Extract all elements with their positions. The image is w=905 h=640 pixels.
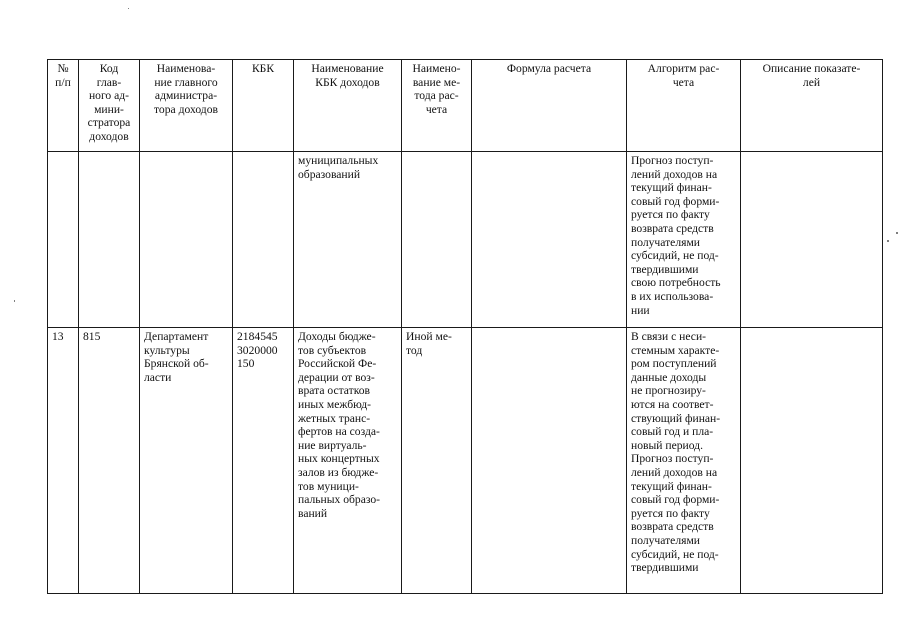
- table-row-13: [48, 328, 883, 594]
- table-header-row: [48, 60, 883, 152]
- cell-kbk-name: муниципальных образований: [294, 152, 402, 328]
- header-kbk-name: Наименование КБК доходов: [294, 60, 402, 152]
- cell-kbk: [233, 152, 294, 328]
- header-description: Описание показате- лей: [741, 60, 883, 152]
- header-num: № п/п: [48, 60, 79, 152]
- table-row-continuation: [48, 152, 883, 328]
- cell-admin-code: [79, 152, 140, 328]
- scan-speck: [896, 232, 898, 234]
- header-method: Наимено- вание ме- тода рас- чета: [402, 60, 472, 152]
- cell-num: 13: [48, 328, 79, 594]
- header-admin-name: Наименова- ние главного администра- тора доходов: [140, 60, 233, 152]
- cell-description: [741, 152, 883, 328]
- header-admin-code: Код глав- ного ад- мини- стратора доходов: [79, 60, 140, 152]
- scan-speck: [14, 300, 15, 302]
- cell-admin-name: [140, 152, 233, 328]
- cell-formula: [472, 328, 627, 594]
- header-kbk: КБК: [233, 60, 294, 152]
- cell-kbk-name: Доходы бюдже- тов субъектов Российской Фе- дерации от воз- врата остатков иных межбюд- жетных транс- фертов на созда- ние виртуаль- ных концертных залов из бюдже- тов муници- пальных образо- ваний: [294, 328, 402, 594]
- cell-description: [741, 328, 883, 594]
- cell-admin-name: Департамент культуры Брянской об- ласти: [140, 328, 233, 594]
- header-formula: Формула расчета: [472, 60, 627, 152]
- cell-formula: [472, 152, 627, 328]
- cell-algorithm: В связи с неси- стемным характе- ром поступлений данные доходы не прогнозиру- ются на соответ- ствующий финан- совый год и пла- новый период. Прогноз поступ- лений доходов на текущий финан- совый год форми- руется по факту возврата средств получателями субсидий, не под- твердившими: [627, 328, 741, 594]
- cell-admin-code: 815: [79, 328, 140, 594]
- cell-kbk: 2184545 3020000 150: [233, 328, 294, 594]
- revenue-forecast-table: [47, 59, 883, 594]
- scan-speck: [887, 240, 889, 242]
- cell-algorithm: Прогноз поступ- лений доходов на текущий финан- совый год форми- руется по факту возврата средств получателями субсидий, не под- твердившими свою потребность в их использова- нии: [627, 152, 741, 328]
- scan-speck: [128, 8, 129, 9]
- cell-method: [402, 152, 472, 328]
- cell-num: [48, 152, 79, 328]
- header-algorithm: Алгоритм рас- чета: [627, 60, 741, 152]
- cell-method: Иной ме- тод: [402, 328, 472, 594]
